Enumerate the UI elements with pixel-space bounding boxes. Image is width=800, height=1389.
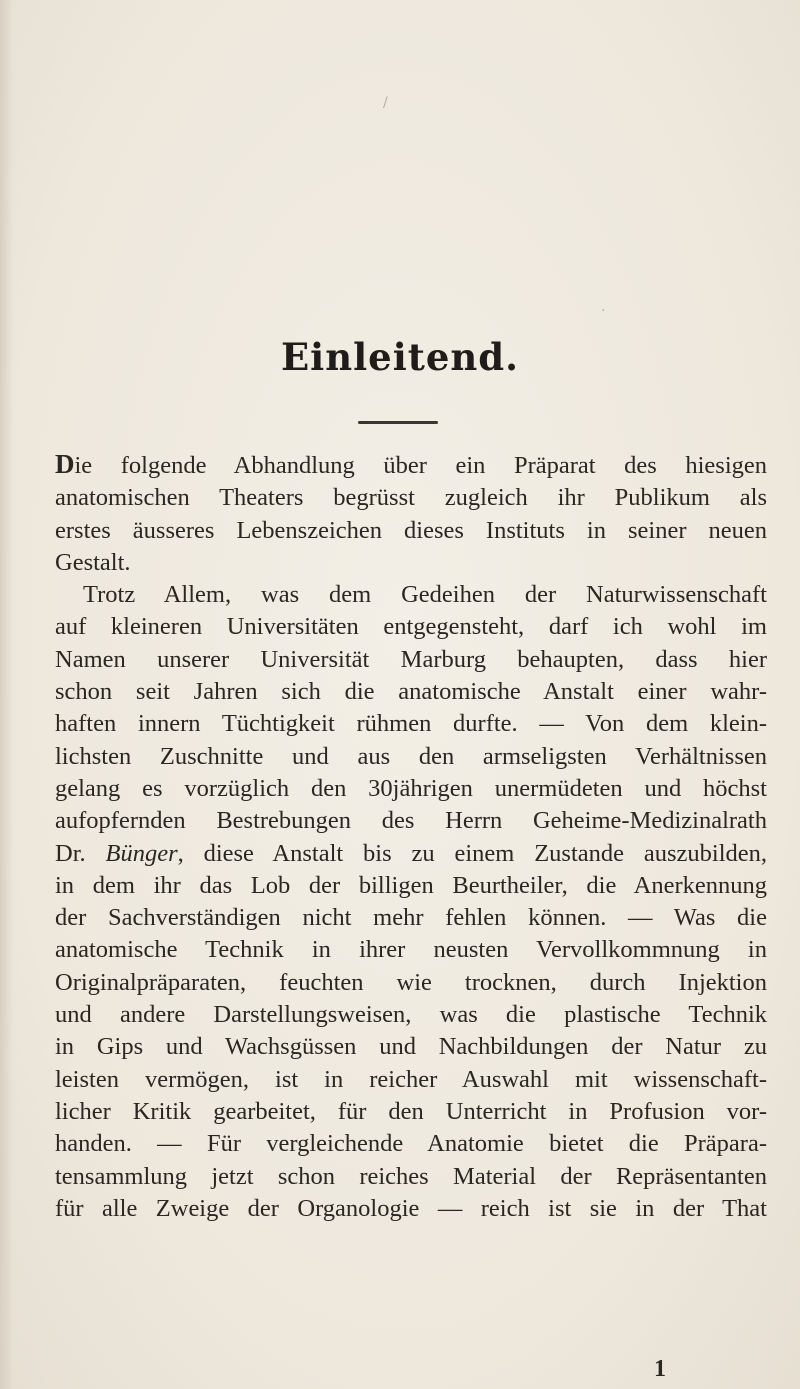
stray-pencil-mark: / <box>383 95 388 111</box>
text-line: in Gips und Wachsgüssen und Nachbildungen der Natur zu <box>55 1033 767 1061</box>
text-line: Gestalt. <box>55 548 131 576</box>
text-line: aufopfernden Bestrebungen des Herrn Geheime-Medizinalrath <box>55 807 767 835</box>
text-fragment: , diese Anstalt bis zu einem Zustande auszubilden, <box>177 839 767 867</box>
stray-ink-dot: · <box>601 303 606 319</box>
body-text <box>55 448 767 1225</box>
text-line: lichsten Zuschnitte und aus den armseligsten Verhältnissen <box>55 742 767 770</box>
page-title: Einleitend. <box>280 335 520 379</box>
person-name: Bünger <box>105 839 178 867</box>
text-line: der Sachverständigen nicht mehr fehlen können. — Was die <box>55 904 767 932</box>
text-line: haften innern Tüchtigkeit rühmen durfte. — Von dem klein- <box>55 710 767 738</box>
text-line: anatomischen Theaters begrüsst zugleich ihr Publikum als <box>55 484 767 512</box>
text-line: in dem ihr das Lob der billigen Beurtheiler, die Anerkennung <box>55 871 767 899</box>
text-line: handen. — Für vergleichende Anatomie bietet die Präpara- <box>55 1130 767 1158</box>
text-line: erstes äusseres Lebenszeichen dieses Instituts in seiner neuen <box>55 516 767 544</box>
page-number: 1 <box>654 1356 666 1382</box>
text-line: für alle Zweige der Organologie — reich ist sie in der That <box>55 1194 767 1222</box>
text-line: leisten vermögen, ist in reicher Auswahl mit wissenschaft- <box>55 1065 767 1093</box>
text-line: Die folgende Abhandlung über ein Präparat des hiesigen <box>55 449 767 479</box>
text-fragment: Dr. <box>55 839 86 867</box>
text-line: schon seit Jahren sich die anatomische Anstalt einer wahr- <box>55 678 767 706</box>
text-line: und andere Darstellungsweisen, was die plastische Technik <box>55 1001 767 1029</box>
initial-letter: D <box>55 449 75 479</box>
text-line: auf kleineren Universitäten entgegensteht, darf ich wohl im <box>55 613 767 641</box>
text-line: gelang es vorzüglich den 30jährigen unermüdeten und höchst <box>55 774 767 802</box>
text-line: anatomische Technik in ihrer neusten Vervollkommnung in <box>55 936 767 964</box>
text-line: licher Kritik gearbeitet, für den Unterricht in Profusion vor- <box>55 1097 767 1125</box>
text-line: Trotz Allem, was dem Gedeihen der Naturwissenschaft <box>83 581 767 609</box>
text-line: Namen unserer Universität Marburg behaupten, dass hier <box>55 645 767 673</box>
binding-shadow <box>0 0 14 1389</box>
text-line: Originalpräparaten, feuchten wie trocknen, durch Injektion <box>55 968 767 996</box>
title-rule <box>358 421 438 424</box>
text-line <box>55 838 767 870</box>
text-line: tensammlung jetzt schon reiches Material der Repräsentanten <box>55 1162 767 1190</box>
